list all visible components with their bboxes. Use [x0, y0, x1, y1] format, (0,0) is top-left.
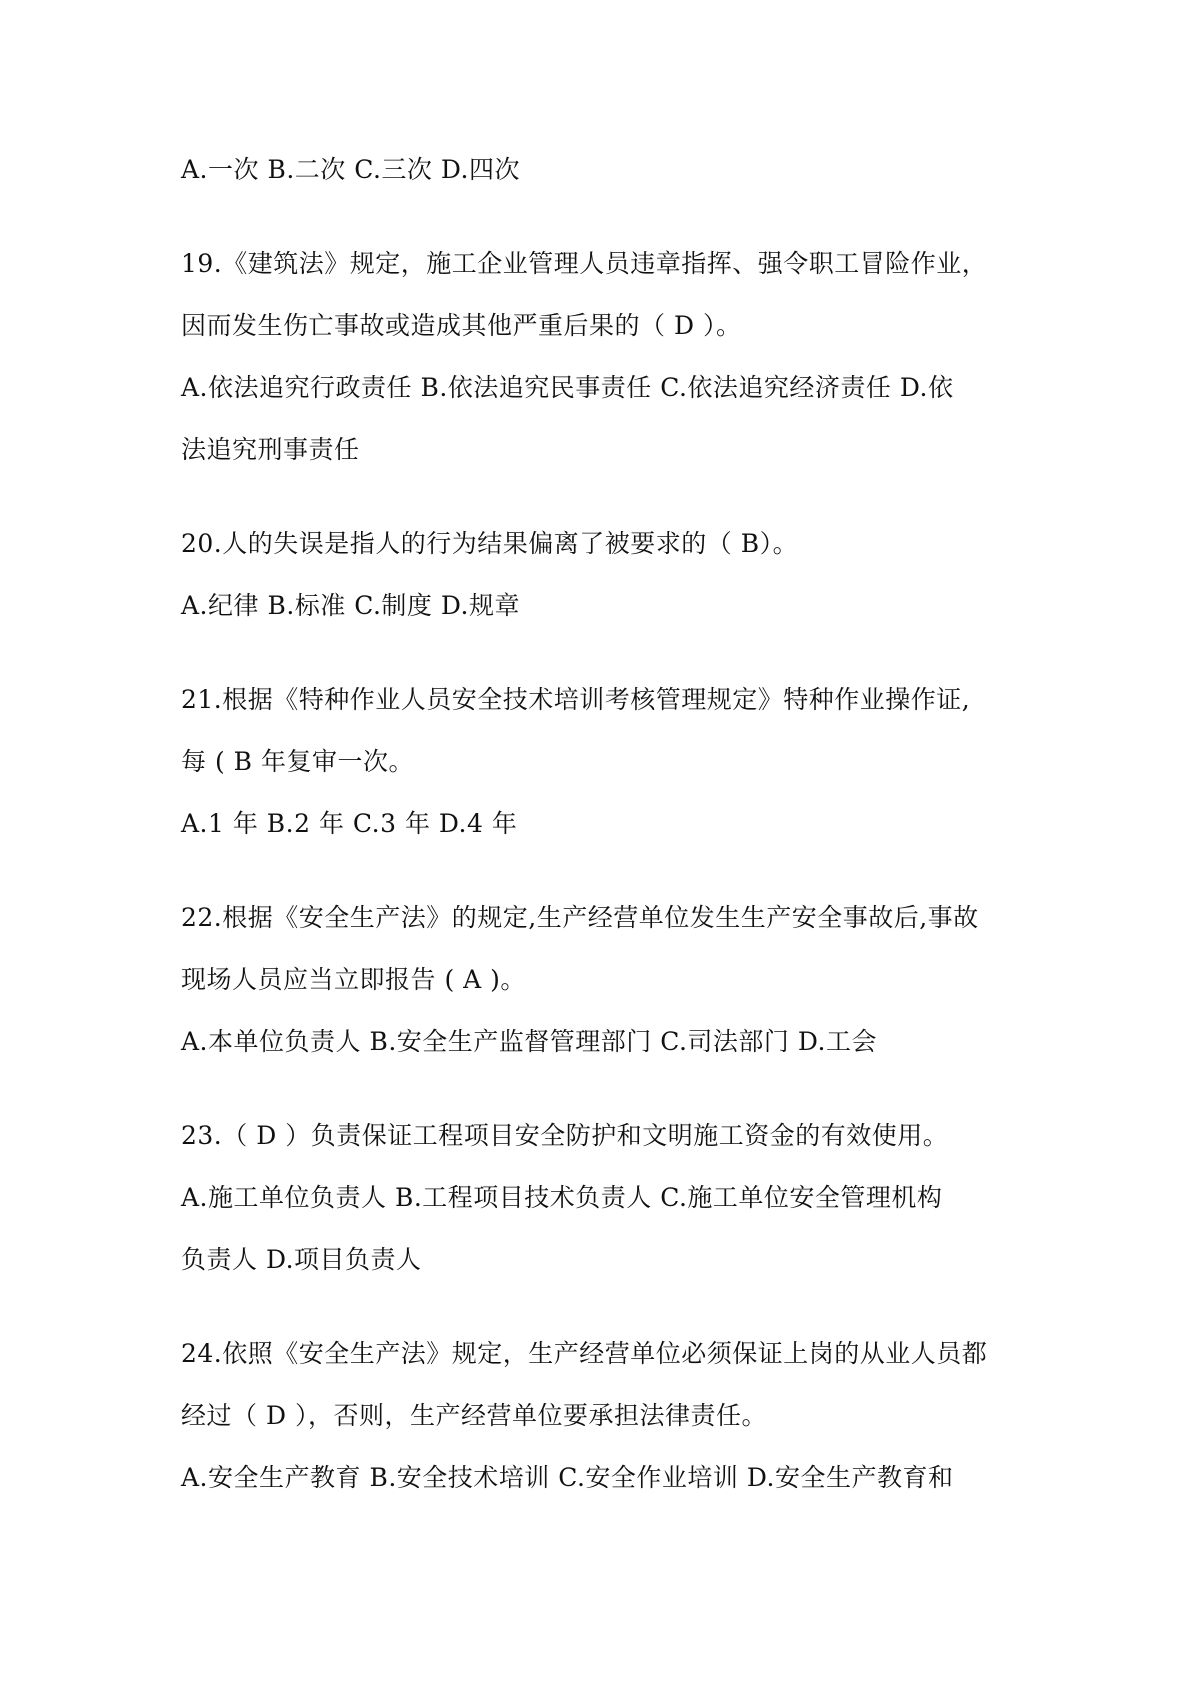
- question-19-line-1: 19.《建筑法》规定，施工企业管理人员违章指挥、强令职工冒险作业，: [181, 249, 988, 278]
- question-24-line-1: 24.依照《安全生产法》规定，生产经营单位必须保证上岗的从业人员都: [181, 1339, 988, 1368]
- answer-options-23-line-1: A.施工单位负责人 B.工程项目技术负责人 C.施工单位安全管理机构: [181, 1183, 943, 1212]
- answer-options-19-line-1: A.依法追究行政责任 B.依法追究民事责任 C.依法追究经济责任 D.依: [181, 373, 954, 402]
- question-22-line-1: 22.根据《安全生产法》的规定,生产经营单位发生生产安全事故后,事故: [181, 903, 979, 932]
- question-20: 20.人的失误是指人的行为结果偏离了被要求的（ B）。: [181, 529, 799, 558]
- question-19-line-2: 因而发生伤亡事故或造成其他严重后果的（ D ）。: [181, 311, 742, 340]
- answer-options-20: A.纪律 B.标准 C.制度 D.规章: [181, 591, 520, 620]
- answer-options-21: A.1 年 B.2 年 C.3 年 D.4 年: [181, 809, 518, 838]
- answer-options-24: A.安全生产教育 B.安全技术培训 C.安全作业培训 D.安全生产教育和: [181, 1463, 954, 1492]
- answer-options-19-line-2: 法追究刑事责任: [181, 435, 360, 464]
- question-22-line-2: 现场人员应当立即报告 ( A )。: [181, 965, 526, 994]
- question-21-line-1: 21.根据《特种作业人员安全技术培训考核管理规定》特种作业操作证,: [181, 685, 971, 714]
- answer-options-23-line-2: 负责人 D.项目负责人: [181, 1245, 422, 1274]
- answer-options-22: A.本单位负责人 B.安全生产监督管理部门 C.司法部门 D.工会: [181, 1027, 877, 1056]
- question-24-line-2: 经过（ D ），否则，生产经营单位要承担法律责任。: [181, 1401, 767, 1430]
- question-21-line-2: 每 ( B 年复审一次。: [181, 747, 414, 776]
- question-23: 23.（ D ）负责保证工程项目安全防护和文明施工资金的有效使用。: [181, 1121, 949, 1150]
- answer-options-18: A.一次 B.二次 C.三次 D.四次: [181, 155, 520, 184]
